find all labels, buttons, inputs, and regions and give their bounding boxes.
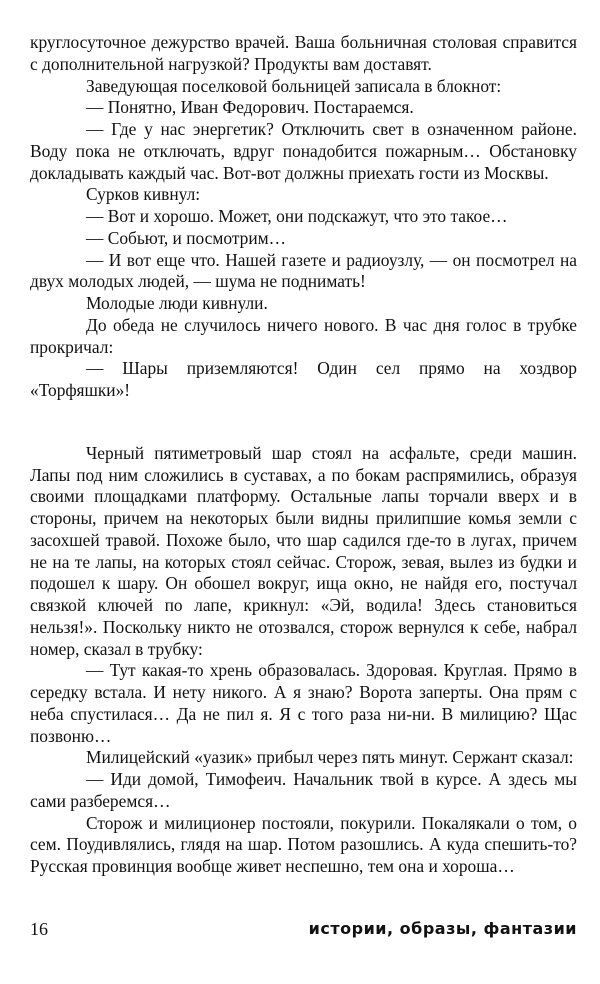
paragraph: Сурков кивнул: bbox=[86, 184, 201, 205]
paragraph: Милицейский «уазик» прибыл через пять минут. Сержант сказал: bbox=[86, 747, 574, 768]
text-block-2 bbox=[30, 443, 577, 878]
paragraph: круглосуточное дежурство врачей. Ваша больничная столовая справится с дополнительной нагрузкой? Продукты вам доставят. bbox=[30, 32, 577, 74]
paragraph: Молодые люди кивнули. bbox=[86, 293, 268, 313]
paragraph: Черный пятиметровый шар стоял на асфальте, среди машин. Лапы под ним сложились в суставах, а по бокам распрямились, образуя своими площадками платформу. Остальные лапы торчали вверх и в стороны, причем на некоторых были видны прилипшие комья земли с засохшей травой. Похоже было, что шар садился где-то в лугах, причем не на те лапы, на которых стоял сейчас. Сторож, зевая, вылез из будки и подошел к шару. Он обошел вокруг, ища окно, не найдя его, постучал связкой ключей по лапе, крикнул: «Эй, водила! Здесь становиться нельзя!». Поскольку никто не отозвался, сторож вернулся к себе, набрал номер, сказал в трубку: bbox=[30, 442, 577, 659]
running-title: истории, образы, фантазии bbox=[308, 919, 577, 938]
book-page-body bbox=[30, 32, 577, 878]
paragraph: — Иди домой, Тимофеич. Начальник твой в курсе. А здесь мы сами разберемся… bbox=[30, 769, 577, 811]
page-number: 16 bbox=[30, 919, 48, 939]
paragraph: Сторож и милиционер постояли, покурили. Покалякали о том, о сем. Поудивлялись, глядя на шар. Потом разошлись. А куда спешить-то? Русская провинция вообще живет неспешно, тем она и хороша… bbox=[30, 812, 577, 876]
page-footer bbox=[30, 918, 577, 942]
text-block-1 bbox=[30, 32, 577, 402]
paragraph: — Понятно, Иван Федорович. Постараемся. bbox=[86, 97, 414, 118]
section-break bbox=[30, 402, 577, 443]
paragraph: — Где у нас энергетик? Отключить свет в означенном районе. Воду пока не отключать, вдруг понадобится пожарным… Обстановку докладывать каждый час. Вот-вот должны приехать гости из Москвы. bbox=[30, 119, 577, 183]
paragraph: До обеда не случилось ничего нового. В час дня голос в трубке прокричал: bbox=[30, 314, 577, 357]
paragraph: — Шары приземляются! Один сел прямо на хоздвор «Торфяшки»! bbox=[30, 358, 577, 400]
paragraph: — И вот еще что. Нашей газете и радиоузлу, — он посмотрел на двух молодых людей, — шума не поднимать! bbox=[30, 249, 577, 292]
paragraph: Заведующая поселковой больницей записала в блокнот: bbox=[86, 75, 502, 96]
paragraph: — Собьют, и посмотрим… bbox=[86, 227, 287, 248]
paragraph: — Тут какая-то хрень образовалась. Здоровая. Круглая. Прямо в середку встала. И нету никого. А я знаю? Ворота заперты. Она прям с неба спустилася… Да не пил я. Я с того раза ни-ни. В милицию? Щас позвоню… bbox=[30, 660, 577, 746]
paragraph: — Вот и хорошо. Может, они подскажут, что это такое… bbox=[86, 206, 508, 226]
